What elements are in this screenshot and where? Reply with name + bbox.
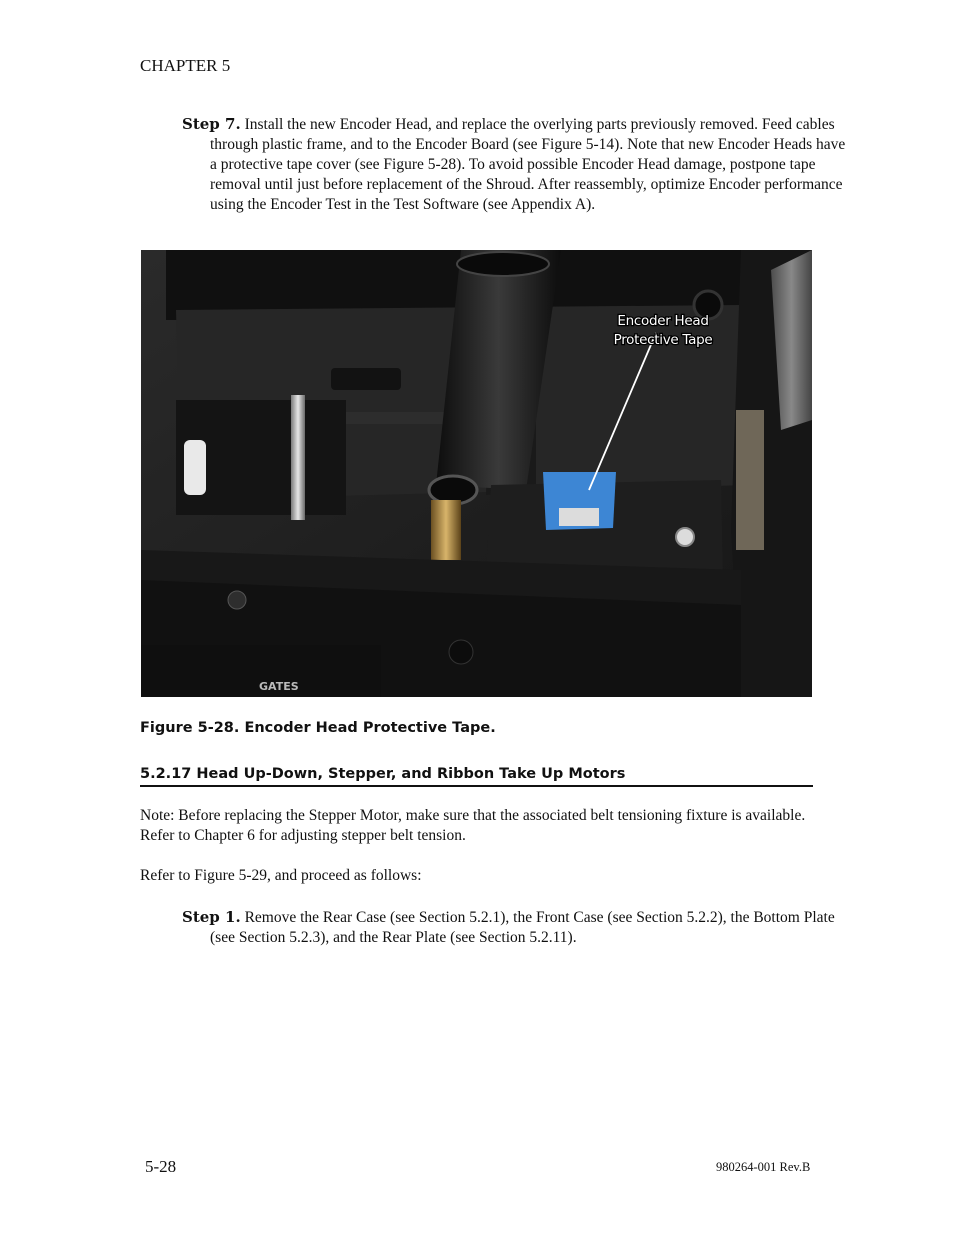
- page-number: 5-28: [145, 1157, 177, 1176]
- section-heading: 5.2.17 Head Up-Down, Stepper, and Ribbon Take Up Motors: [140, 766, 813, 787]
- note-paragraph: Note: Before replacing the Stepper Motor, make sure that the associated belt tensioning fixture is available. Refer to Chapter 6 for adjusting stepper belt tension.: [140, 807, 806, 844]
- belt-marking: GATES: [259, 680, 299, 693]
- brass-gear: [431, 500, 461, 560]
- spring-shaft: [291, 395, 305, 520]
- figure-caption: Figure 5-28. Encoder Head Protective Tape.: [140, 720, 496, 736]
- step-1: [182, 907, 850, 948]
- step-7: [182, 114, 850, 215]
- rail-screw-left: [228, 591, 246, 609]
- step-7-text: Install the new Encoder Head, and replace the overlying parts previously removed. Feed cables through plastic frame, and to the Encoder Board (see Figure 5-14). Note that new Encoder Heads have a protective tape cover (see Figure 5-28). To avoid possible Encoder Head damage, postpone tape removal until just before replacement of the Shroud. After reassembly, optimize Encoder performance using the Encoder Test in the Test Software (see Appendix A).: [210, 116, 846, 213]
- encoder-photo-illustration: [141, 250, 812, 697]
- housing-top: [457, 252, 549, 276]
- housing-bottom: [429, 476, 477, 504]
- right-edge-part: [736, 410, 764, 550]
- callout-label-line2: Protective Tape: [613, 332, 713, 348]
- document-id: 980264-001 Rev.B: [716, 1160, 811, 1174]
- callout-label-line1: Encoder Head: [617, 313, 709, 329]
- step-7-label: Step 7.: [182, 115, 241, 133]
- step-1-label: Step 1.: [182, 908, 241, 926]
- figure-photo: [141, 250, 812, 697]
- chapter-header: CHAPTER 5: [140, 56, 231, 75]
- mount-screw: [676, 528, 694, 546]
- encoder-head: [559, 508, 599, 526]
- rail-screw-right: [449, 640, 473, 664]
- slot-opening: [331, 368, 401, 390]
- step-1-text: Remove the Rear Case (see Section 5.2.1), the Front Case (see Section 5.2.2), the Bottom Plate (see Section 5.2.3), and the Rear Plate (see Section 5.2.11).: [210, 909, 835, 946]
- refer-paragraph: Refer to Figure 5-29, and proceed as follows:: [140, 867, 422, 884]
- white-roller: [184, 440, 206, 495]
